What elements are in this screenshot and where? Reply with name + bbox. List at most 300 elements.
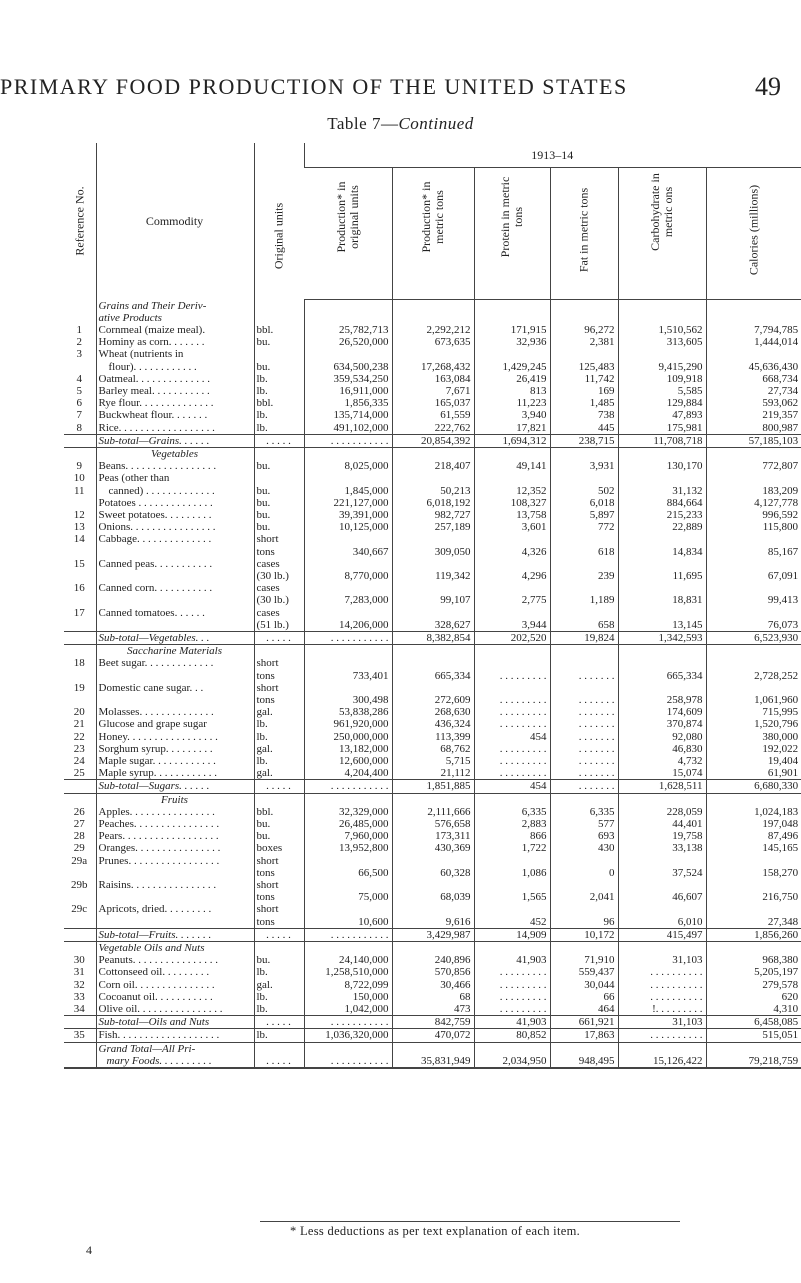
table-row [64, 533, 801, 545]
cell-carb [618, 879, 706, 891]
empty-cell [304, 942, 392, 955]
cell-prod [304, 607, 392, 619]
cell-protein [474, 903, 550, 915]
col-header-prod-metric: Production* in metric tons [392, 168, 474, 300]
commodity-name: Rye flour. . . . . . . . . . . . . . [96, 397, 254, 409]
cell-fat: 66 [550, 991, 618, 1003]
ref-number: 7 [76, 409, 82, 422]
cell-unit: bu. [254, 336, 304, 348]
empty-cell [550, 645, 618, 658]
cell-fat: 30,044 [550, 979, 618, 991]
empty-cell [618, 300, 706, 312]
commodity-name: Cabbage. . . . . . . . . . . . . . [96, 533, 254, 545]
empty-cell [304, 312, 392, 324]
table-row [64, 472, 801, 484]
cell-metric [392, 657, 474, 669]
ref-cell [64, 447, 96, 460]
cell-cal: 27,734 [706, 385, 801, 397]
cell-metric: 272,609 [392, 694, 474, 706]
section-heading: Vegetables [96, 447, 254, 460]
cell-carb [618, 855, 706, 867]
cell-unit: lb. [254, 385, 304, 397]
subtotal-label: Sub-total—Grains. . . . . . [96, 434, 254, 447]
cell-protein: . . . . . . . . . [474, 767, 550, 780]
cell-unit: lb. [254, 422, 304, 435]
cell-metric: 165,037 [392, 397, 474, 409]
cell-fat: 618 [550, 546, 618, 558]
commodity-name [96, 694, 254, 706]
cell-cal: 219,357 [706, 409, 801, 421]
cell-metric: 240,896 [392, 954, 474, 966]
cell-protein: 49,141 [474, 460, 550, 472]
ref-number [64, 546, 96, 558]
grand-total-protein: 2,034,950 [474, 1042, 550, 1068]
cell-metric: 673,635 [392, 336, 474, 348]
commodity-name: Potatoes . . . . . . . . . . . . . . [96, 497, 254, 509]
empty-cell [392, 645, 474, 658]
cell-protein: 6,335 [474, 806, 550, 818]
cell-unit: bu. [254, 818, 304, 830]
commodity-name: Beet sugar. . . . . . . . . . . . . [96, 657, 254, 669]
cell-protein: 2,775 [474, 594, 550, 606]
cell-prod: 26,520,000 [304, 336, 392, 348]
cell-protein [474, 657, 550, 669]
empty-cell [706, 793, 801, 806]
cell-carb: 33,138 [618, 842, 706, 854]
empty-cell [706, 645, 801, 658]
cell-unit: bu. [254, 497, 304, 509]
ref-number: 1 [76, 323, 82, 336]
cell-carb: 31,132 [618, 485, 706, 497]
subtotal-row [64, 928, 801, 941]
subtotal-metric: 1,851,885 [392, 780, 474, 793]
cell-protein: 1,565 [474, 891, 550, 903]
table-row [64, 657, 801, 669]
cell-metric: 68,762 [392, 743, 474, 755]
ref-number: 27 [73, 818, 85, 831]
cell-carb: . . . . . . . . . . [618, 966, 706, 978]
ref-cell [64, 928, 96, 941]
cell-cal: 99,413 [706, 594, 801, 606]
table-row [64, 954, 801, 966]
ref-number: 11 [73, 484, 85, 497]
table-row [64, 842, 801, 854]
ref-number: 34 [73, 1003, 85, 1016]
subtotal-label: Sub-total—Fruits. . . . . . . [96, 928, 254, 941]
cell-carb: 46,830 [618, 743, 706, 755]
commodity-name: Peas (other than [96, 472, 254, 484]
cell-fat: 559,437 [550, 966, 618, 978]
cell-unit: gal. [254, 743, 304, 755]
cell-cal [706, 903, 801, 915]
empty-cell [304, 793, 392, 806]
subtotal-metric: 20,854,392 [392, 434, 474, 447]
cell-unit: short [254, 855, 304, 867]
cell-prod: 24,140,000 [304, 954, 392, 966]
cell-metric: 328,627 [392, 619, 474, 632]
subtotal-prod: . . . . . . . . . . . [304, 780, 392, 793]
section-heading-row [64, 447, 801, 460]
cell-unit: lb. [254, 1003, 304, 1016]
cell-prod: 13,952,800 [304, 842, 392, 854]
ref-cell [64, 434, 96, 447]
table-row [64, 521, 801, 533]
cell-carb: 13,145 [618, 619, 706, 632]
cell-carb [618, 533, 706, 545]
table-row [64, 682, 801, 694]
subtotal-row [64, 1016, 801, 1029]
cell-fat [550, 558, 618, 570]
commodity-name [96, 594, 254, 606]
cell-cal [706, 855, 801, 867]
cell-cal: 216,750 [706, 891, 801, 903]
cell-unit: tons [254, 546, 304, 558]
cell-carb: 37,524 [618, 867, 706, 879]
cell-protein: 3,601 [474, 521, 550, 533]
cell-metric: 50,213 [392, 485, 474, 497]
commodity-name: Corn oil. . . . . . . . . . . . . . . [96, 979, 254, 991]
subtotal-cal: 6,458,085 [706, 1016, 801, 1029]
ref-cell [64, 1016, 96, 1029]
cell-fat: 17,863 [550, 1029, 618, 1042]
table-row [64, 903, 801, 915]
cell-carb: 215,233 [618, 509, 706, 521]
section-heading-row [64, 300, 801, 312]
cell-protein [474, 558, 550, 570]
cell-protein [474, 472, 550, 484]
subtotal-cal: 6,680,330 [706, 780, 801, 793]
cell-unit: tons [254, 891, 304, 903]
cell-fat: 71,910 [550, 954, 618, 966]
cell-prod: 961,920,000 [304, 718, 392, 730]
cell-prod: 25,782,713 [304, 324, 392, 336]
empty-cell [550, 312, 618, 324]
empty-cell [474, 312, 550, 324]
subtotal-carb: 415,497 [618, 928, 706, 941]
cell-prod: 491,102,000 [304, 422, 392, 435]
cell-protein: 32,936 [474, 336, 550, 348]
cell-cal: 996,592 [706, 509, 801, 521]
table-row [64, 607, 801, 619]
cell-cal: 145,165 [706, 842, 801, 854]
cell-carb: 9,415,290 [618, 361, 706, 373]
cell-metric [392, 682, 474, 694]
ref-number: 32 [73, 978, 85, 991]
commodity-name [96, 867, 254, 879]
cell-carb: 18,831 [618, 594, 706, 606]
cell-fat: . . . . . . . [550, 670, 618, 682]
empty-cell [618, 942, 706, 955]
cell-unit: tons [254, 670, 304, 682]
cell-cal: 115,800 [706, 521, 801, 533]
cell-metric [392, 472, 474, 484]
cell-protein: . . . . . . . . . [474, 966, 550, 978]
cell-unit [254, 348, 304, 360]
cell-fat: . . . . . . . [550, 755, 618, 767]
empty-cell [550, 793, 618, 806]
cell-protein: 108,327 [474, 497, 550, 509]
table-row [64, 485, 801, 497]
empty-cell [618, 447, 706, 460]
empty-cell [706, 942, 801, 955]
empty-cell [304, 645, 392, 658]
empty-cell [254, 447, 304, 460]
cell-fat: 6,018 [550, 497, 618, 509]
empty-cell [706, 300, 801, 312]
commodity-name: flour). . . . . . . . . . . . [96, 361, 254, 373]
cell-carb [618, 682, 706, 694]
cell-fat: 502 [550, 485, 618, 497]
commodity-name: Sweet potatoes. . . . . . . . . [96, 509, 254, 521]
cell-cal: 61,901 [706, 767, 801, 780]
cell-unit: bbl. [254, 324, 304, 336]
subtotal-metric: 842,759 [392, 1016, 474, 1029]
cell-prod: 10,600 [304, 916, 392, 929]
table-row [64, 385, 801, 397]
cell-metric: 7,671 [392, 385, 474, 397]
commodity-name [96, 570, 254, 582]
cell-cal: 192,022 [706, 743, 801, 755]
cell-unit: bu. [254, 460, 304, 472]
page-number: 49 [755, 72, 781, 101]
empty-cell [392, 300, 474, 312]
cell-cal: 5,205,197 [706, 966, 801, 978]
subtotal-row [64, 631, 801, 644]
commodity-name: Canned peas. . . . . . . . . . . [96, 558, 254, 570]
cell-fat: . . . . . . . [550, 767, 618, 780]
col-header-carb: Carbohydrate in metric ons [618, 168, 706, 300]
cell-prod [304, 348, 392, 360]
subtotal-fat: 19,824 [550, 631, 618, 644]
ref-number: 29 [73, 842, 85, 855]
grand-total-carb: 15,126,422 [618, 1042, 706, 1068]
cell-cal: 85,167 [706, 546, 801, 558]
cell-protein: 41,903 [474, 954, 550, 966]
cell-unit: gal. [254, 706, 304, 718]
subtotal-prod: . . . . . . . . . . . [304, 1016, 392, 1029]
cell-cal: 1,444,014 [706, 336, 801, 348]
cell-carb: !. . . . . . . . . [618, 1003, 706, 1016]
commodity-name: Apricots, dried. . . . . . . . . [96, 903, 254, 915]
cell-unit: bu. [254, 485, 304, 497]
subtotal-prod: . . . . . . . . . . . [304, 631, 392, 644]
cell-prod [304, 903, 392, 915]
commodity-name [96, 891, 254, 903]
footnote [290, 1224, 580, 1239]
ref-number: 22 [73, 730, 85, 743]
ref-number [64, 867, 96, 879]
cell-cal: 380,000 [706, 731, 801, 743]
ref-number: 25 [73, 767, 85, 780]
empty-cell [254, 645, 304, 658]
col-header-year: 1913–14 [304, 143, 801, 168]
cell-unit: lb. [254, 1029, 304, 1042]
ref-number: 31 [73, 966, 85, 979]
cell-prod: 13,182,000 [304, 743, 392, 755]
grand-total-label-line2: mary Foods. . . . . . . . . . [106, 1054, 212, 1067]
col-header-fat: Fat in metric tons [550, 168, 618, 300]
subtotal-unit: . . . . . [254, 928, 304, 941]
commodity-name: Canned tomatoes. . . . . . [96, 607, 254, 619]
subtotal-protein: 454 [474, 780, 550, 793]
ref-number: 6 [76, 397, 82, 410]
table-row [64, 509, 801, 521]
subtotal-fat: 661,921 [550, 1016, 618, 1029]
cell-metric: 436,324 [392, 718, 474, 730]
cell-unit: tons [254, 867, 304, 879]
cell-fat [550, 855, 618, 867]
commodity-name: Buckwheat flour. . . . . . . [96, 409, 254, 421]
cell-unit: lb. [254, 718, 304, 730]
cell-protein: 17,821 [474, 422, 550, 435]
ref-number: 16 [73, 582, 85, 595]
cell-protein: 13,758 [474, 509, 550, 521]
commodity-name: Molasses. . . . . . . . . . . . . . [96, 706, 254, 718]
commodity-name [96, 670, 254, 682]
cell-unit: bbl. [254, 806, 304, 818]
ref-number [64, 916, 96, 929]
subtotal-metric: 3,429,987 [392, 928, 474, 941]
table-row [64, 855, 801, 867]
subtotal-cal: 1,856,260 [706, 928, 801, 941]
ref-cell [64, 942, 96, 955]
ref-cell [64, 300, 96, 312]
subtotal-protein: 1,694,312 [474, 434, 550, 447]
empty-cell [474, 645, 550, 658]
table-caption [0, 114, 801, 134]
table-row [64, 558, 801, 570]
cell-fat: 0 [550, 867, 618, 879]
cell-unit: bu. [254, 361, 304, 373]
cell-cal: 45,636,430 [706, 361, 801, 373]
empty-cell [474, 942, 550, 955]
cell-prod: 14,206,000 [304, 619, 392, 632]
cell-carb: 14,834 [618, 546, 706, 558]
section-heading: Grains and Their Deriv- [96, 300, 254, 312]
cell-metric: 113,399 [392, 731, 474, 743]
cell-prod: 10,125,000 [304, 521, 392, 533]
ref-number: 35 [64, 1029, 96, 1042]
table-row [64, 806, 801, 818]
cell-unit: bbl. [254, 397, 304, 409]
empty-cell [618, 793, 706, 806]
commodity-name: Rice. . . . . . . . . . . . . . . . . . [96, 422, 254, 435]
commodity-name: canned) . . . . . . . . . . . . . [96, 485, 254, 497]
ref-number [64, 570, 96, 582]
subtotal-metric: 8,382,854 [392, 631, 474, 644]
cell-prod: 634,500,238 [304, 361, 392, 373]
table-row [64, 324, 801, 336]
cell-prod: 8,770,000 [304, 570, 392, 582]
cell-carb: 370,874 [618, 718, 706, 730]
cell-cal: 27,348 [706, 916, 801, 929]
ref-number [64, 670, 96, 682]
cell-carb [618, 582, 706, 594]
cell-protein: 80,852 [474, 1029, 550, 1042]
ref-number: 17 [73, 606, 85, 619]
cell-fat: 2,381 [550, 336, 618, 348]
cell-prod: 359,534,250 [304, 373, 392, 385]
cell-unit: tons [254, 694, 304, 706]
ref-cell [64, 312, 96, 324]
cell-prod: 150,000 [304, 991, 392, 1003]
cell-metric [392, 582, 474, 594]
section-heading-row [64, 942, 801, 955]
section-heading: ative Products [96, 312, 254, 324]
cell-carb: 109,918 [618, 373, 706, 385]
cell-carb: . . . . . . . . . . [618, 1029, 706, 1042]
col-header-ref: Reference No. [72, 185, 87, 256]
running-header [0, 74, 801, 104]
cell-fat [550, 657, 618, 669]
cell-carb: 31,103 [618, 954, 706, 966]
ref-number: 24 [73, 755, 85, 768]
cell-protein [474, 682, 550, 694]
cell-cal: 515,051 [706, 1029, 801, 1042]
cell-metric: 2,292,212 [392, 324, 474, 336]
cell-metric: 218,407 [392, 460, 474, 472]
empty-cell [706, 447, 801, 460]
commodity-name: Raisins. . . . . . . . . . . . . . . . [96, 879, 254, 891]
cell-cal: 1,061,960 [706, 694, 801, 706]
cell-carb: . . . . . . . . . . [618, 979, 706, 991]
caption-prefix: Table 7— [327, 114, 399, 133]
subtotal-unit: . . . . . [254, 434, 304, 447]
table-row [64, 594, 801, 606]
col-header-prod-orig: Production* in original units [304, 168, 392, 300]
cell-fat: 693 [550, 830, 618, 842]
cell-cal: 968,380 [706, 954, 801, 966]
cell-protein: 1,722 [474, 842, 550, 854]
cell-cal: 4,310 [706, 1003, 801, 1016]
cell-metric: 570,856 [392, 966, 474, 978]
subtotal-prod: . . . . . . . . . . . [304, 434, 392, 447]
cell-unit: (51 lb.) [254, 619, 304, 632]
empty-cell [474, 447, 550, 460]
cell-prod [304, 657, 392, 669]
commodity-name: Wheat (nutrients in [96, 348, 254, 360]
ref-number: 29b [71, 879, 88, 892]
commodity-name: Honey. . . . . . . . . . . . . . . . . [96, 731, 254, 743]
cell-protein [474, 607, 550, 619]
cell-carb: 5,585 [618, 385, 706, 397]
cell-protein: . . . . . . . . . [474, 743, 550, 755]
cell-protein: 1,429,245 [474, 361, 550, 373]
cell-metric [392, 903, 474, 915]
cell-fat: . . . . . . . [550, 718, 618, 730]
cell-metric: 576,658 [392, 818, 474, 830]
cell-protein: 11,223 [474, 397, 550, 409]
cell-prod: 7,283,000 [304, 594, 392, 606]
table-body [64, 300, 801, 1069]
cell-fat: 2,041 [550, 891, 618, 903]
table-row [64, 1003, 801, 1016]
footnote-text: * Less deductions as per text explanation of each item. [290, 1224, 581, 1238]
cell-prod: 8,722,099 [304, 979, 392, 991]
subtotal-cal: 57,185,103 [706, 434, 801, 447]
grand-total-cal: 79,218,759 [706, 1042, 801, 1068]
commodity-name: Pears. . . . . . . . . . . . . . . . . . [96, 830, 254, 842]
commodity-name [96, 619, 254, 632]
cell-cal: 279,578 [706, 979, 801, 991]
cell-metric: 222,762 [392, 422, 474, 435]
table-row [64, 718, 801, 730]
ref-number: 13 [73, 521, 85, 534]
cell-fat: . . . . . . . [550, 706, 618, 718]
subtotal-carb: 11,708,718 [618, 434, 706, 447]
cell-carb: 92,080 [618, 731, 706, 743]
table-row [64, 361, 801, 373]
